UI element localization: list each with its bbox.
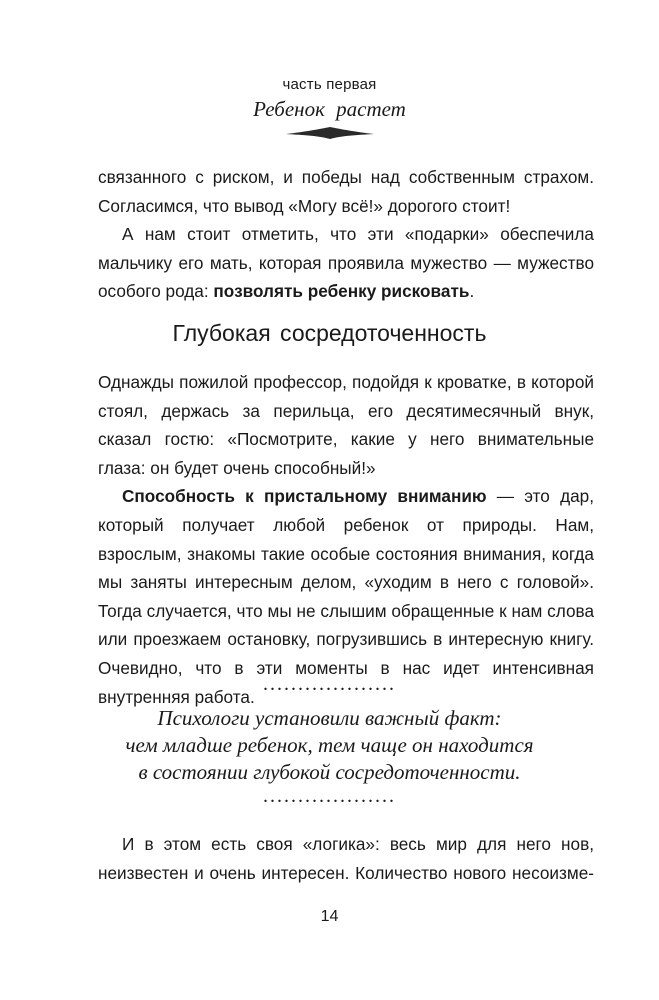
- section-paragraph-2-text: — это дар, который получает любой ребенок от природы. Нам, взрослым, знакомы такие особые состояния внимания, когда мы заняты интересным делом, «уходим в него с головой». Тогда случается, что мы не слышим обращенные к нам слова или проезжаем остановку, погрузившись в интересную книгу. Очевидно, что в эти моменты в нас идет интенсивная внутренняя работа.: [98, 486, 594, 707]
- intro-line-2: Согласимся, что вывод «Могу всё!» дорогого стоит!: [98, 195, 511, 216]
- closing-text: [98, 830, 594, 887]
- intro-line-1: связанного с риском, и победы над собственным страхом.: [98, 167, 594, 187]
- intro-text: [98, 163, 594, 306]
- section-text: [98, 368, 594, 711]
- part-title: Ребенок растет: [253, 97, 406, 121]
- section-title: Глубокая сосредоточенность: [172, 320, 487, 346]
- running-header: [0, 76, 659, 140]
- section-paragraph-1: Однажды пожилой профессор, подойдя к кроватке, в которой стоял, держась за перильца, его десятимесячный внук, сказал гостю: «Посмотрите, какие у него внимательные глаза: он будет очень способный!»: [98, 372, 594, 478]
- quote-dots-top: ...................: [263, 673, 396, 695]
- intro-paragraph-1: [98, 163, 594, 220]
- quote-line-2: чем младше ребенок, тем чаще он находится: [125, 733, 534, 757]
- quote-line-1: Психологи установили важный факт:: [157, 706, 502, 730]
- page-number: 14: [320, 908, 339, 925]
- intro-paragraph-2: [98, 220, 594, 306]
- highlight-quote: [0, 705, 659, 786]
- closing-paragraph: И в этом есть своя «логика»: весь мир для него нов, неизвестен и очень интересен. Количество нового несоизме-: [98, 834, 594, 883]
- leaf-ornament-icon: [284, 126, 376, 140]
- quote-line-3: в состоянии глубокой сосредоточенности.: [138, 760, 521, 784]
- intro-paragraph-2-text: А нам стоит отметить, что эти «подарки» обеспечила мальчику его мать, которая проявила мужество — мужество особого рода:: [98, 224, 594, 302]
- intro-paragraph-2-end: .: [469, 281, 475, 302]
- part-label: часть первая: [282, 76, 377, 93]
- quote-dots-bottom: ...................: [263, 785, 396, 807]
- section-bold-phrase: Способность к пристальному вниманию: [122, 486, 487, 507]
- intro-bold-phrase: позволять ребенку рисковать: [213, 281, 470, 302]
